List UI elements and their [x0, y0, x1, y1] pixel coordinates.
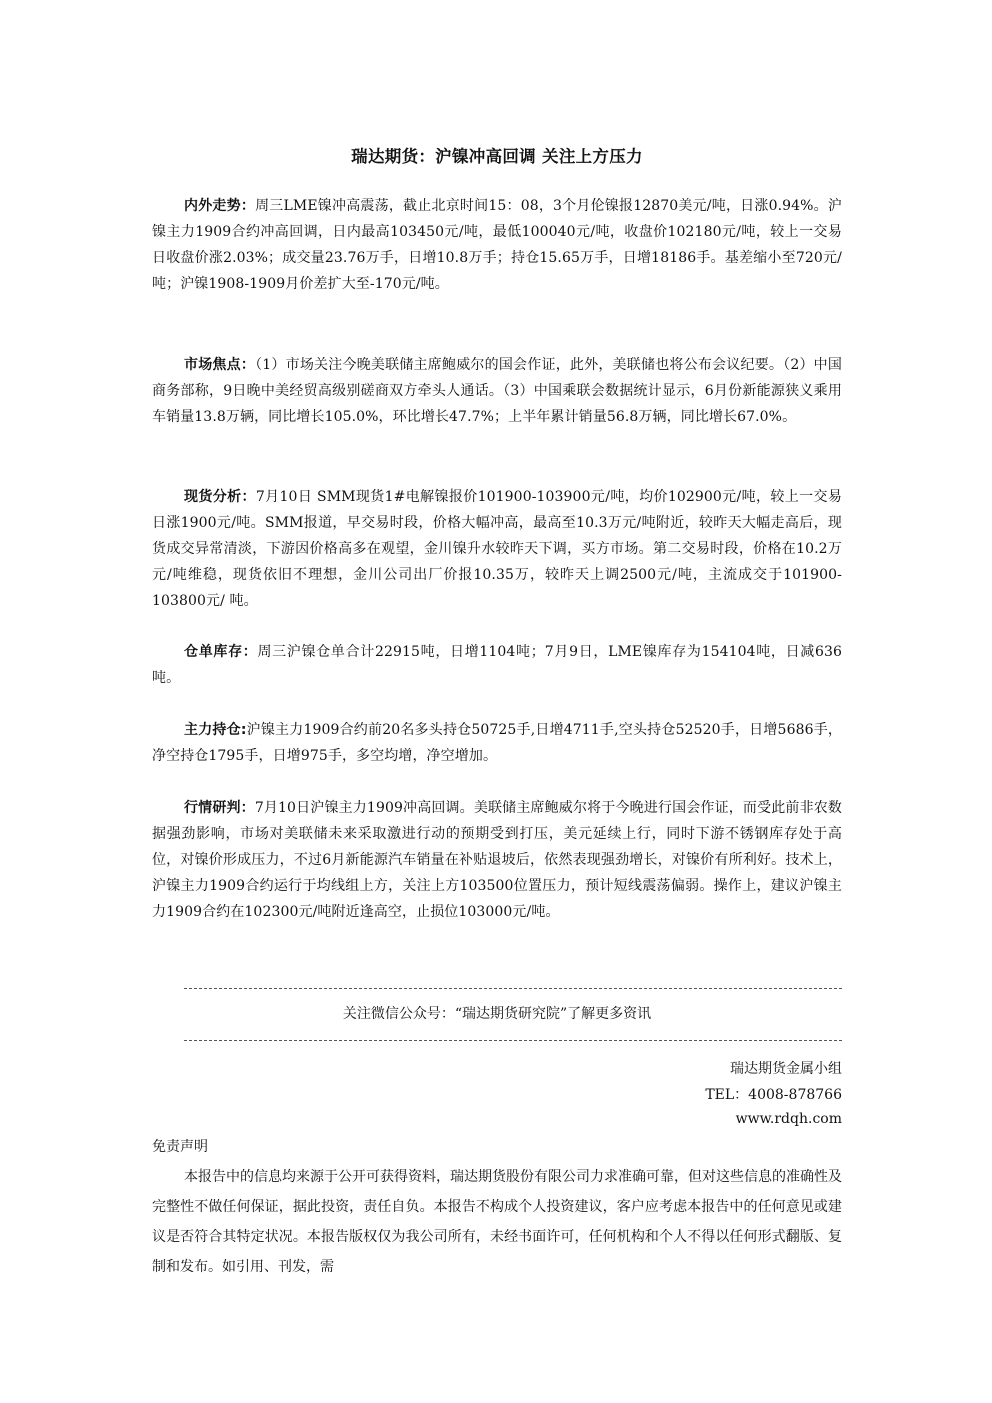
section-text: 7月10日沪镍主力1909冲高回调。美联储主席鲍威尔将于今晚进行国会作证，而受此前非农数据强劲影响，市场对美联储未来采取激进行动的预期受到打压，美元延续上行，同时下游不锈钢库存处于高位，对镍价形成压力，不过6月新能源汽车销量在补贴退坡后，依然表现强劲增长，对镍价有所利好。技术上，沪镍主力1909合约运行于均线组上方，关注上方103500位置压力，预计短线震荡偏弱。操作上，建议沪镍主力1909合约在102300元/吨附近逢高空，止损位103000元/吨。	[152, 800, 842, 920]
section-text: 周三沪镍仓单合计22915吨，日增1104吨；7月9日，LME镍库存为154104吨，日减636吨。	[152, 644, 843, 686]
signature-website: www.rdqh.com	[735, 1111, 842, 1127]
signature-team: 瑞达期货金属小组	[730, 1061, 842, 1077]
section-text: 沪镍主力1909合约前20名多头持仓50725手,日增4711手,空头持仓52520手，日增5686手，净空持仓1795手，日增975手，多空均增，净空增加。	[152, 722, 842, 764]
section-label: 市场焦点：	[184, 357, 256, 373]
signature-tel: TEL：4008-878766	[705, 1087, 842, 1103]
section-main-positions	[152, 717, 842, 769]
section-label: 主力持仓:	[184, 722, 247, 738]
section-text: 周三LME镍冲高震荡，截止北京时间15：08，3个月伦镍报12870美元/吨，日涨0.94%。沪镍主力1909合约冲高回调，日内最高103450元/吨，最低100040元/吨，收盘价102180元/吨，较上一交易日收盘价涨2.03%；成交量23.76万手，日增10.8万手；持仓15.65万手，日增18186手。基差缩小至720元/吨；沪镍1908-1909月价差扩大至-170元/吨。	[152, 198, 842, 292]
disclaimer-text: 本报告中的信息均来源于公开可获得资料，瑞达期货股份有限公司力求准确可靠，但对这些信息的准确性及完整性不做任何保证，据此投资，责任自负。本报告不构成个人投资建议，客户应考虑本报告中的任何意见或建议是否符合其特定状况。本报告版权仅为我公司所有，未经书面许可，任何机构和个人不得以任何形式翻版、复制和发布。如引用、刊发，需	[152, 1169, 842, 1275]
section-label: 仓单库存：	[184, 644, 258, 660]
wechat-notice: 关注微信公众号：“瑞达期货研究院”了解更多资讯	[342, 1006, 652, 1022]
section-text: 7月10日 SMM现货1#电解镍报价101900-103900元/吨，均价102900元/吨，较上一交易日涨1900元/吨。SMM报道，早交易时段，价格大幅冲高，最高至10.3万元/吨附近，较昨天大幅走高后，现货成交异常清淡，下游因价格高多在观望，金川镍升水较昨天下调，买方市场。第二交易时段，价格在10.2万元/吨维稳，现货依旧不理想，金川公司出厂价报10.35万，较昨天上调2500元/吨，主流成交于101900-103800元/ 吨。	[152, 489, 842, 609]
section-market-trend	[152, 193, 842, 297]
report-title: 瑞达期货：沪镍冲高回调 关注上方压力	[351, 147, 643, 166]
section-label: 现货分析：	[184, 489, 256, 505]
section-market-focus	[152, 352, 842, 430]
divider-bottom	[184, 1040, 842, 1041]
section-text: （1）市场关注今晚美联储主席鲍威尔的国会作证，此外，美联储也将公布会议纪要。（2）中国商务部称，9日晚中美经贸高级别磋商双方牵头人通话。（3）中国乘联会数据统计显示，6月份新能源狭义乘用车销量13.8万辆，同比增长105.0%，环比增长47.7%；上半年累计销量56.8万辆，同比增长67.0%。	[152, 357, 842, 425]
section-label: 行情研判：	[184, 800, 255, 816]
section-market-outlook	[152, 795, 842, 925]
divider-top	[184, 988, 842, 989]
section-warehouse-stock	[152, 639, 842, 691]
section-label: 内外走势：	[184, 198, 256, 214]
section-spot-analysis	[152, 484, 842, 614]
disclaimer-title: 免责声明	[152, 1139, 208, 1155]
